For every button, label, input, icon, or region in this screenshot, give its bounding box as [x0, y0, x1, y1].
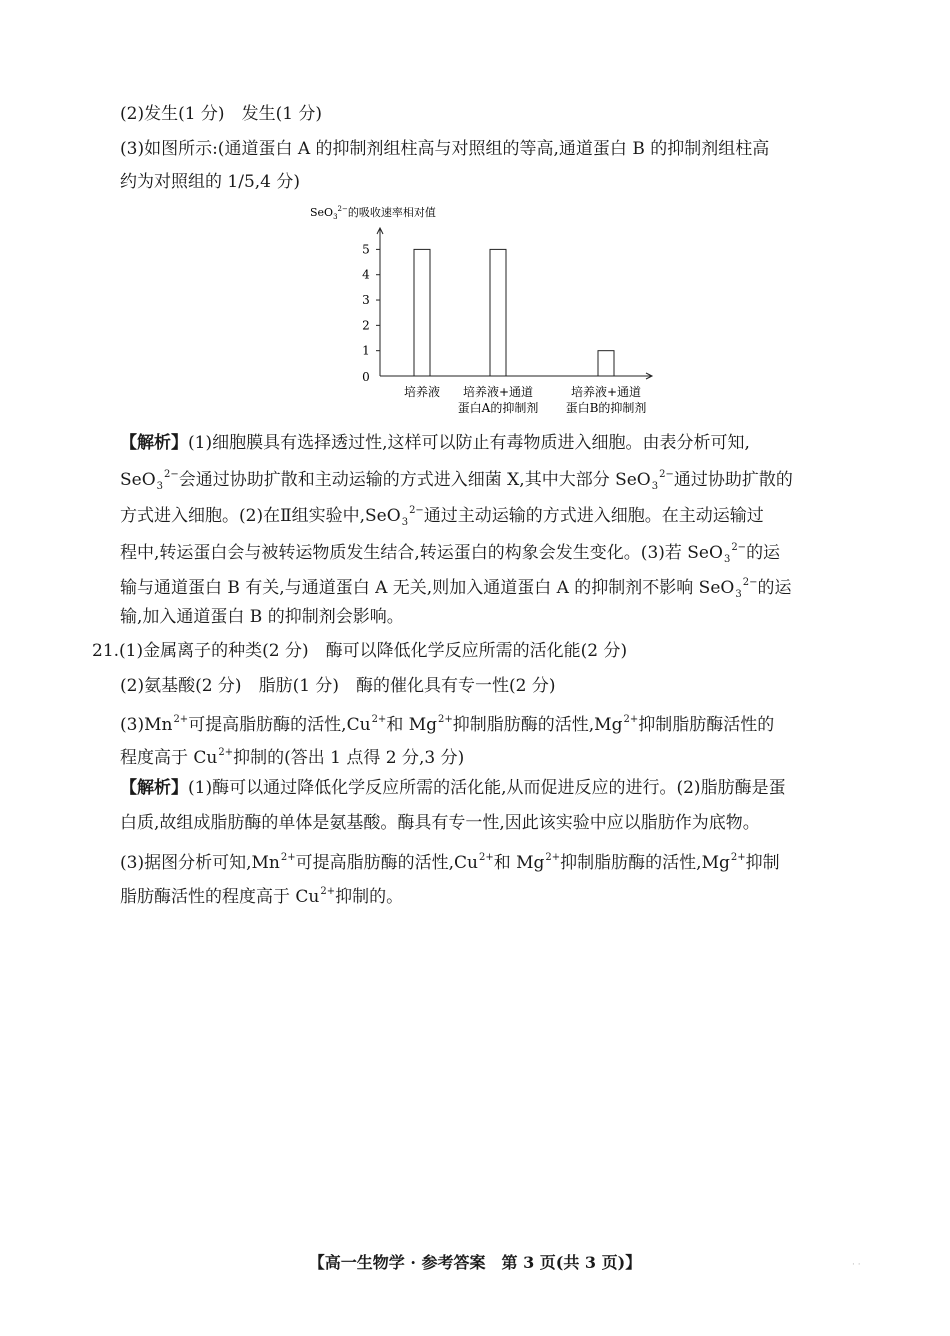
q21-answer-2: (2)氨基酸(2 分) 脂肪(1 分) 酶的催化具有专一性(2 分) — [120, 676, 556, 696]
x-category-label: 培养液 — [403, 385, 441, 399]
x-category-label: 培养液+通道 — [462, 385, 534, 399]
q21-answer-1: 21.(1)金属离子的种类(2 分) 酶可以降低化学反应所需的活化能(2 分) — [92, 641, 628, 661]
analysis-label: 【解析】 — [120, 778, 188, 798]
y-tick-label: 0 — [362, 370, 370, 384]
page-footer: 【高一生物学 · 参考答案 第 3 页(共 3 页)】 — [308, 1253, 642, 1272]
x-category-label: 蛋白A的抑制剂 — [457, 401, 539, 415]
analysis1-line1: 【解析】(1)细胞膜具有选择透过性,这样可以防止有毒物质进入细胞。由表分析可知, — [120, 433, 750, 453]
analysis1-line6: 输,加入通道蛋白 B 的抑制剂会影响。 — [120, 607, 404, 627]
analysis1-line5: 输与通道蛋白 B 有关,与通道蛋白 A 无关,则加入通道蛋白 A 的抑制剂不影响 SeO$_3^{2-}$的运 — [120, 577, 792, 600]
y-tick-label: 4 — [362, 267, 370, 282]
bar — [414, 249, 430, 376]
question-number: 21. — [92, 641, 120, 661]
analysis2-line2: 白质,故组成脂肪酶的单体是氨基酸。酶具有专一性,因此该实验中应以脂肪作为底物。 — [120, 813, 760, 833]
bar — [598, 351, 614, 376]
q20-answer-3-line1: (3)如图所示:(通道蛋白 A 的抑制剂组柱高与对照组的等高,通道蛋白 B 的抑制剂组柱高 — [120, 139, 770, 159]
q21-answer-3-line2: 程度高于 $Cu^{2+}$抑制的(答出 1 点得 2 分,3 分) — [120, 747, 465, 768]
y-tick-label: 3 — [362, 293, 370, 308]
q21-answer-3-line1: $(3)Mn^{2+}$可提高脂肪酶的活性$,Cu^{2+}$和 $Mg^{2+}$抑制脂肪酶的活性$,Mg^{2+}$抑制脂肪酶活性的 — [120, 714, 775, 735]
y-tick-label: 2 — [362, 318, 370, 333]
y-tick-label: 1 — [362, 343, 370, 358]
y-tick-label: 5 — [362, 242, 370, 257]
analysis1-line2: SeO$_3^{2-}$会通过协助扩散和主动运输的方式进入细菌 X,其中大部分 SeO$_3^{2-}$通过协助扩散的 — [120, 469, 793, 492]
bar — [490, 249, 506, 376]
q20-answer-3-line2: 约为对照组的 1/5,4 分) — [120, 172, 301, 192]
analysis2-line3: (3)据图分析可知$,Mn^{2+}$可提高脂肪酶的活性$,Cu^{2+}$和 $Mg^{2+}$抑制脂肪酶的活性$,Mg^{2+}$抑制 — [120, 852, 780, 873]
analysis1-line4: 程中,转运蛋白会与被转运物质发生结合,转运蛋白的构象会发生变化。(3)若 SeO$_3^{2-}$的运 — [120, 542, 781, 565]
analysis1-line3: 方式进入细胞。(2)在Ⅱ组实验中,SeO$_3^{2-}$通过主动运输的方式进入细胞。在主动运输过 — [120, 505, 764, 528]
analysis2-line4: 脂肪酶活性的程度高于 $Cu^{2+}$抑制的。 — [120, 886, 404, 907]
q20-answer-2: (2)发生(1 分) 发生(1 分) — [120, 104, 323, 124]
analysis-label: 【解析】 — [120, 433, 188, 453]
absorption-rate-bar-chart — [300, 198, 720, 423]
corner-mark: · · — [852, 1260, 861, 1270]
x-category-label: 培养液+通道 — [570, 385, 642, 399]
x-category-label: 蛋白B的抑制剂 — [565, 401, 647, 415]
analysis2-line1: 【解析】(1)酶可以通过降低化学反应所需的活化能,从而促进反应的进行。(2)脂肪酶是蛋 — [120, 778, 786, 798]
chart-title: SeO$_3^{2-}$的吸收速率相对值 — [310, 205, 436, 221]
